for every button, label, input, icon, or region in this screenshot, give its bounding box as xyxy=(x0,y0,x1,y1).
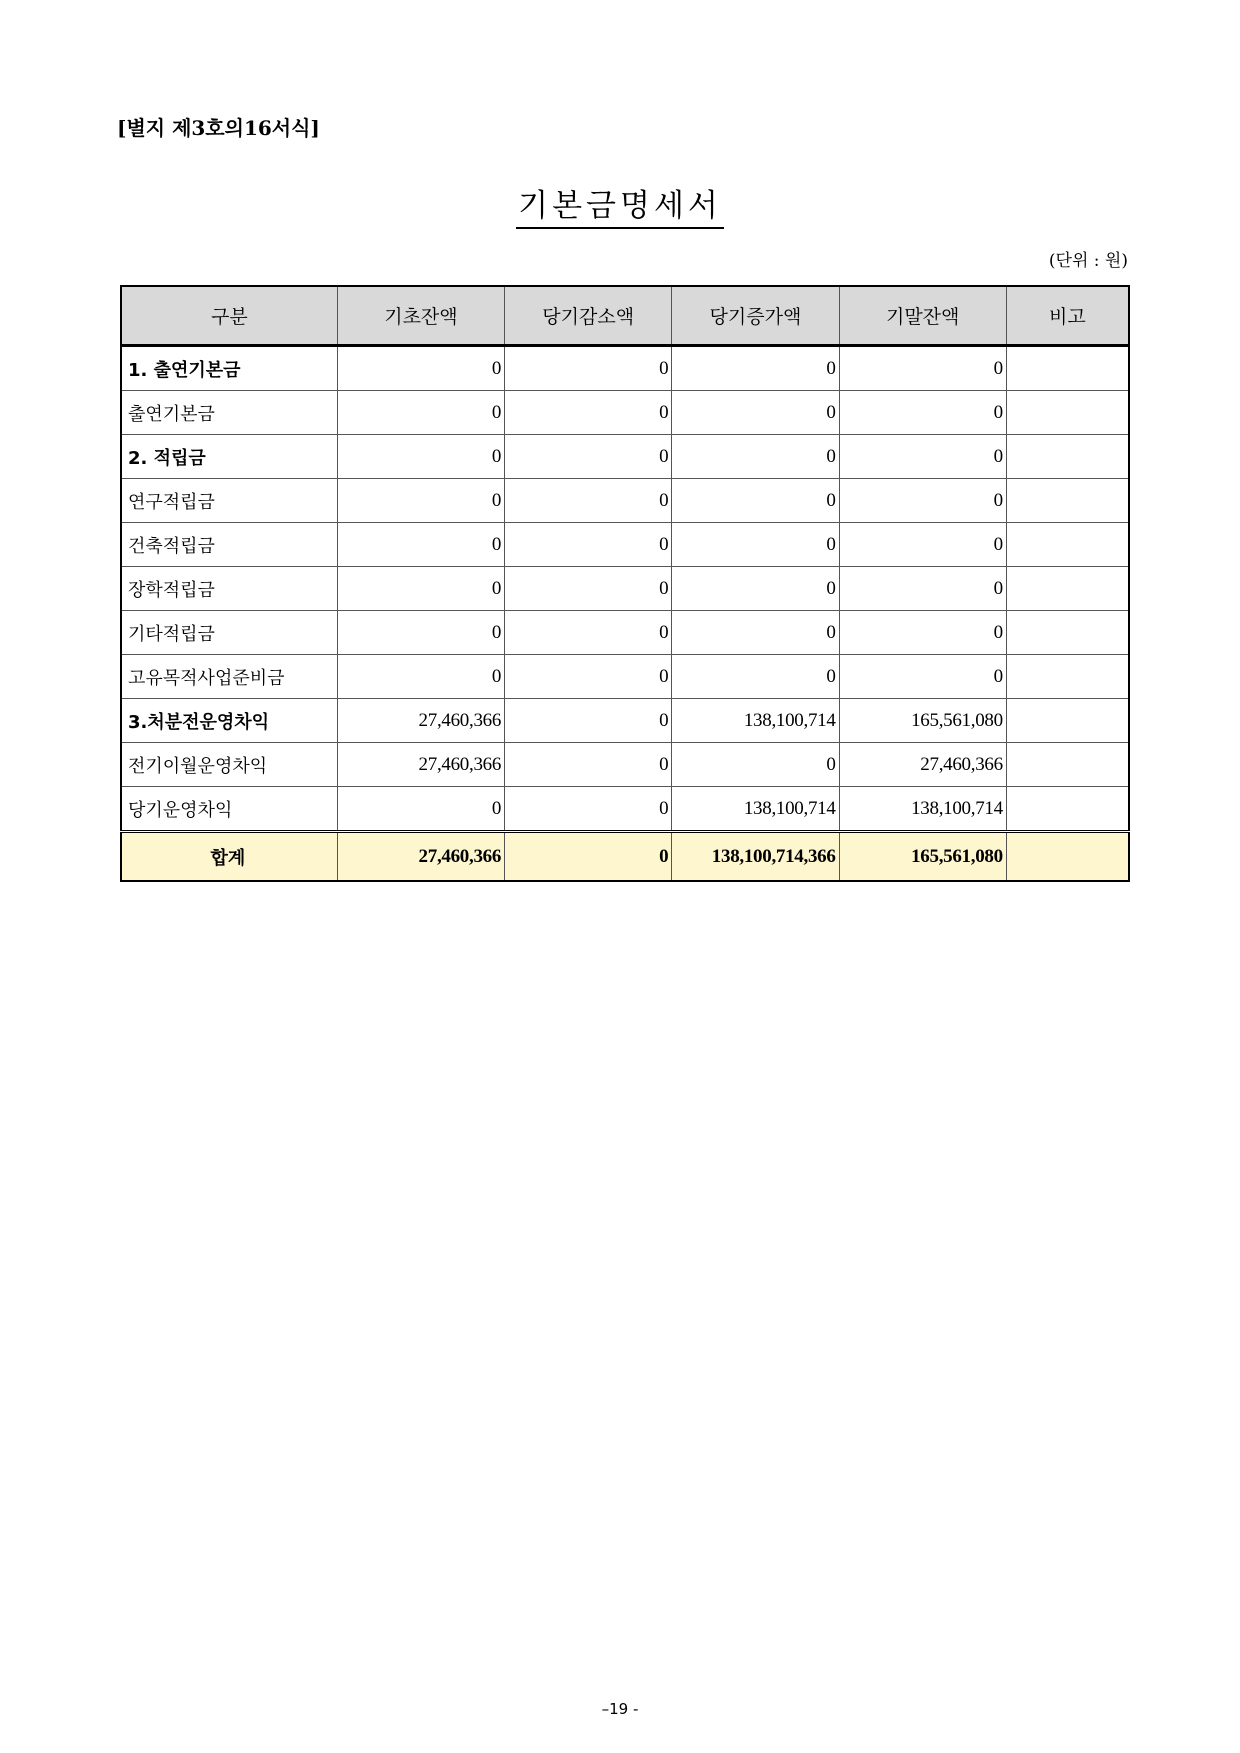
cell-beginning-balance: 0 xyxy=(337,611,504,655)
cell-ending-balance: 0 xyxy=(839,611,1006,655)
cell-increase: 0 xyxy=(672,567,839,611)
cell-increase: 0 xyxy=(672,743,839,787)
cell-decrease: 0 xyxy=(505,743,672,787)
cell-increase: 0 xyxy=(672,655,839,699)
cell-note xyxy=(1006,743,1129,787)
header-ending-balance: 기말잔액 xyxy=(839,286,1006,346)
row-label: 장학적립금 xyxy=(121,567,337,611)
total-note xyxy=(1006,832,1129,882)
cell-decrease: 0 xyxy=(505,699,672,743)
total-label: 합계 xyxy=(121,832,337,882)
form-label: [별지 제3호의16서식] xyxy=(117,116,320,140)
cell-beginning-balance: 0 xyxy=(337,523,504,567)
row-label: 연구적립금 xyxy=(121,479,337,523)
cell-ending-balance: 0 xyxy=(839,567,1006,611)
table-row xyxy=(121,479,1129,523)
cell-ending-balance: 0 xyxy=(839,391,1006,435)
document-title: 기본금명세서 xyxy=(516,188,724,229)
cell-beginning-balance: 27,460,366 xyxy=(337,699,504,743)
row-label: 전기이월운영차익 xyxy=(121,743,337,787)
cell-decrease: 0 xyxy=(505,479,672,523)
table-row xyxy=(121,346,1129,391)
row-label: 1. 출연기본금 xyxy=(121,346,337,391)
cell-beginning-balance: 27,460,366 xyxy=(337,743,504,787)
cell-decrease: 0 xyxy=(505,787,672,832)
page-number: –19 - xyxy=(601,1700,639,1718)
cell-beginning-balance: 0 xyxy=(337,787,504,832)
cell-increase: 0 xyxy=(672,611,839,655)
cell-increase: 0 xyxy=(672,435,839,479)
cell-increase: 0 xyxy=(672,479,839,523)
cell-note xyxy=(1006,655,1129,699)
header-increase: 당기증가액 xyxy=(672,286,839,346)
total-ending-balance: 165,561,080 xyxy=(839,832,1006,882)
cell-decrease: 0 xyxy=(505,655,672,699)
cell-ending-balance: 165,561,080 xyxy=(839,699,1006,743)
header-note: 비고 xyxy=(1006,286,1129,346)
row-label: 건축적립금 xyxy=(121,523,337,567)
cell-ending-balance: 138,100,714 xyxy=(839,787,1006,832)
table-row xyxy=(121,743,1129,787)
document-title-wrapper xyxy=(0,188,1240,229)
cell-increase: 0 xyxy=(672,523,839,567)
cell-beginning-balance: 0 xyxy=(337,567,504,611)
table-row xyxy=(121,787,1129,832)
row-label: 3.처분전운영차익 xyxy=(121,699,337,743)
cell-note xyxy=(1006,611,1129,655)
cell-increase: 0 xyxy=(672,346,839,391)
cell-ending-balance: 0 xyxy=(839,435,1006,479)
cell-increase: 138,100,714 xyxy=(672,787,839,832)
cell-decrease: 0 xyxy=(505,611,672,655)
total-beginning-balance: 27,460,366 xyxy=(337,832,504,882)
row-label: 2. 적립금 xyxy=(121,435,337,479)
cell-beginning-balance: 0 xyxy=(337,479,504,523)
table-row xyxy=(121,699,1129,743)
table-row xyxy=(121,567,1129,611)
cell-note xyxy=(1006,567,1129,611)
table-header-row xyxy=(121,286,1129,346)
cell-decrease: 0 xyxy=(505,346,672,391)
table-row xyxy=(121,435,1129,479)
cell-note xyxy=(1006,479,1129,523)
total-row xyxy=(121,832,1129,882)
unit-label: (단위 : 원) xyxy=(1048,251,1128,271)
cell-ending-balance: 0 xyxy=(839,523,1006,567)
row-label: 당기운영차익 xyxy=(121,787,337,832)
cell-beginning-balance: 0 xyxy=(337,346,504,391)
cell-decrease: 0 xyxy=(505,523,672,567)
cell-note xyxy=(1006,346,1129,391)
table-row xyxy=(121,611,1129,655)
cell-note xyxy=(1006,699,1129,743)
row-label: 고유목적사업준비금 xyxy=(121,655,337,699)
cell-ending-balance: 0 xyxy=(839,655,1006,699)
header-beginning-balance: 기초잔액 xyxy=(337,286,504,346)
cell-decrease: 0 xyxy=(505,567,672,611)
basic-fund-table xyxy=(120,285,1130,882)
row-label: 출연기본금 xyxy=(121,391,337,435)
header-decrease: 당기감소액 xyxy=(505,286,672,346)
cell-increase: 0 xyxy=(672,391,839,435)
cell-note xyxy=(1006,391,1129,435)
table-row xyxy=(121,523,1129,567)
cell-note xyxy=(1006,435,1129,479)
table-row xyxy=(121,391,1129,435)
cell-note xyxy=(1006,787,1129,832)
cell-beginning-balance: 0 xyxy=(337,435,504,479)
cell-increase: 138,100,714 xyxy=(672,699,839,743)
cell-beginning-balance: 0 xyxy=(337,655,504,699)
cell-beginning-balance: 0 xyxy=(337,391,504,435)
cell-ending-balance: 27,460,366 xyxy=(839,743,1006,787)
row-label: 기타적립금 xyxy=(121,611,337,655)
cell-note xyxy=(1006,523,1129,567)
total-decrease: 0 xyxy=(505,832,672,882)
cell-ending-balance: 0 xyxy=(839,346,1006,391)
header-category: 구분 xyxy=(121,286,337,346)
cell-ending-balance: 0 xyxy=(839,479,1006,523)
table-row xyxy=(121,655,1129,699)
cell-decrease: 0 xyxy=(505,435,672,479)
total-increase: 138,100,714,366 xyxy=(672,832,839,882)
cell-decrease: 0 xyxy=(505,391,672,435)
